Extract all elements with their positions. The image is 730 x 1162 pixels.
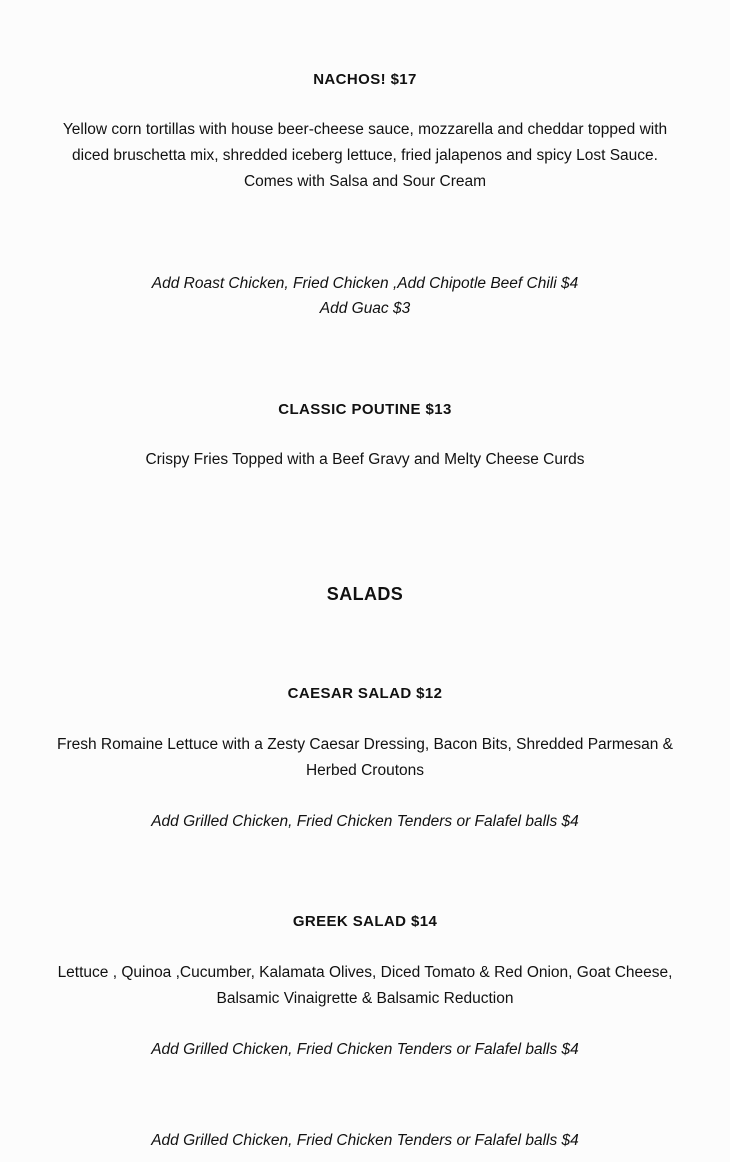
greek-salad-title: GREEK SALAD $14 <box>292 913 438 930</box>
greek-description-line: Lettuce , Quinoa ,Cucumber, Kalamata Olives, Diced Tomato & Red Onion, Goat Cheese, <box>57 964 673 981</box>
nachos-description-line: Yellow corn tortillas with house beer-cheese sauce, mozzarella and cheddar topped with <box>62 121 668 138</box>
caesar-salad-title: CAESAR SALAD $12 <box>287 685 443 702</box>
nachos-description-line: Comes with Salsa and Sour Cream <box>243 173 487 190</box>
caesar-description-line: Fresh Romaine Lettuce with a Zesty Caesar Dressing, Bacon Bits, Shredded Parmesan & <box>57 736 673 753</box>
poutine-description: Crispy Fries Topped with a Beef Gravy and Melty Cheese Curds <box>145 451 585 468</box>
nachos-description-line: diced bruschetta mix, shredded iceberg lettuce, fried jalapenos and spicy Lost Sauce. <box>72 147 658 164</box>
salads-heading: SALADS <box>326 584 404 604</box>
caesar-description-line: Herbed Croutons <box>305 762 425 779</box>
nachos-description <box>0 117 730 195</box>
greek-salad-addon: Add Grilled Chicken, Fried Chicken Tenders or Falafel balls $4 <box>151 1041 579 1058</box>
nachos-addons <box>0 271 730 321</box>
caesar-salad-addon: Add Grilled Chicken, Fried Chicken Tenders or Falafel balls $4 <box>151 813 579 830</box>
caesar-salad-description <box>0 732 730 784</box>
nachos-addon-line: Add Roast Chicken, Fried Chicken ,Add Chipotle Beef Chili $4 <box>151 275 579 292</box>
nachos-addon-line: Add Guac $3 <box>319 300 411 317</box>
greek-description-line: Balsamic Vinaigrette & Balsamic Reduction <box>216 990 514 1007</box>
nachos-title: NACHOS! $17 <box>313 71 417 88</box>
greek-salad-description <box>0 960 730 1012</box>
extra-addon: Add Grilled Chicken, Fried Chicken Tenders or Falafel balls $4 <box>151 1132 579 1149</box>
poutine-title: CLASSIC POUTINE $13 <box>278 401 452 418</box>
